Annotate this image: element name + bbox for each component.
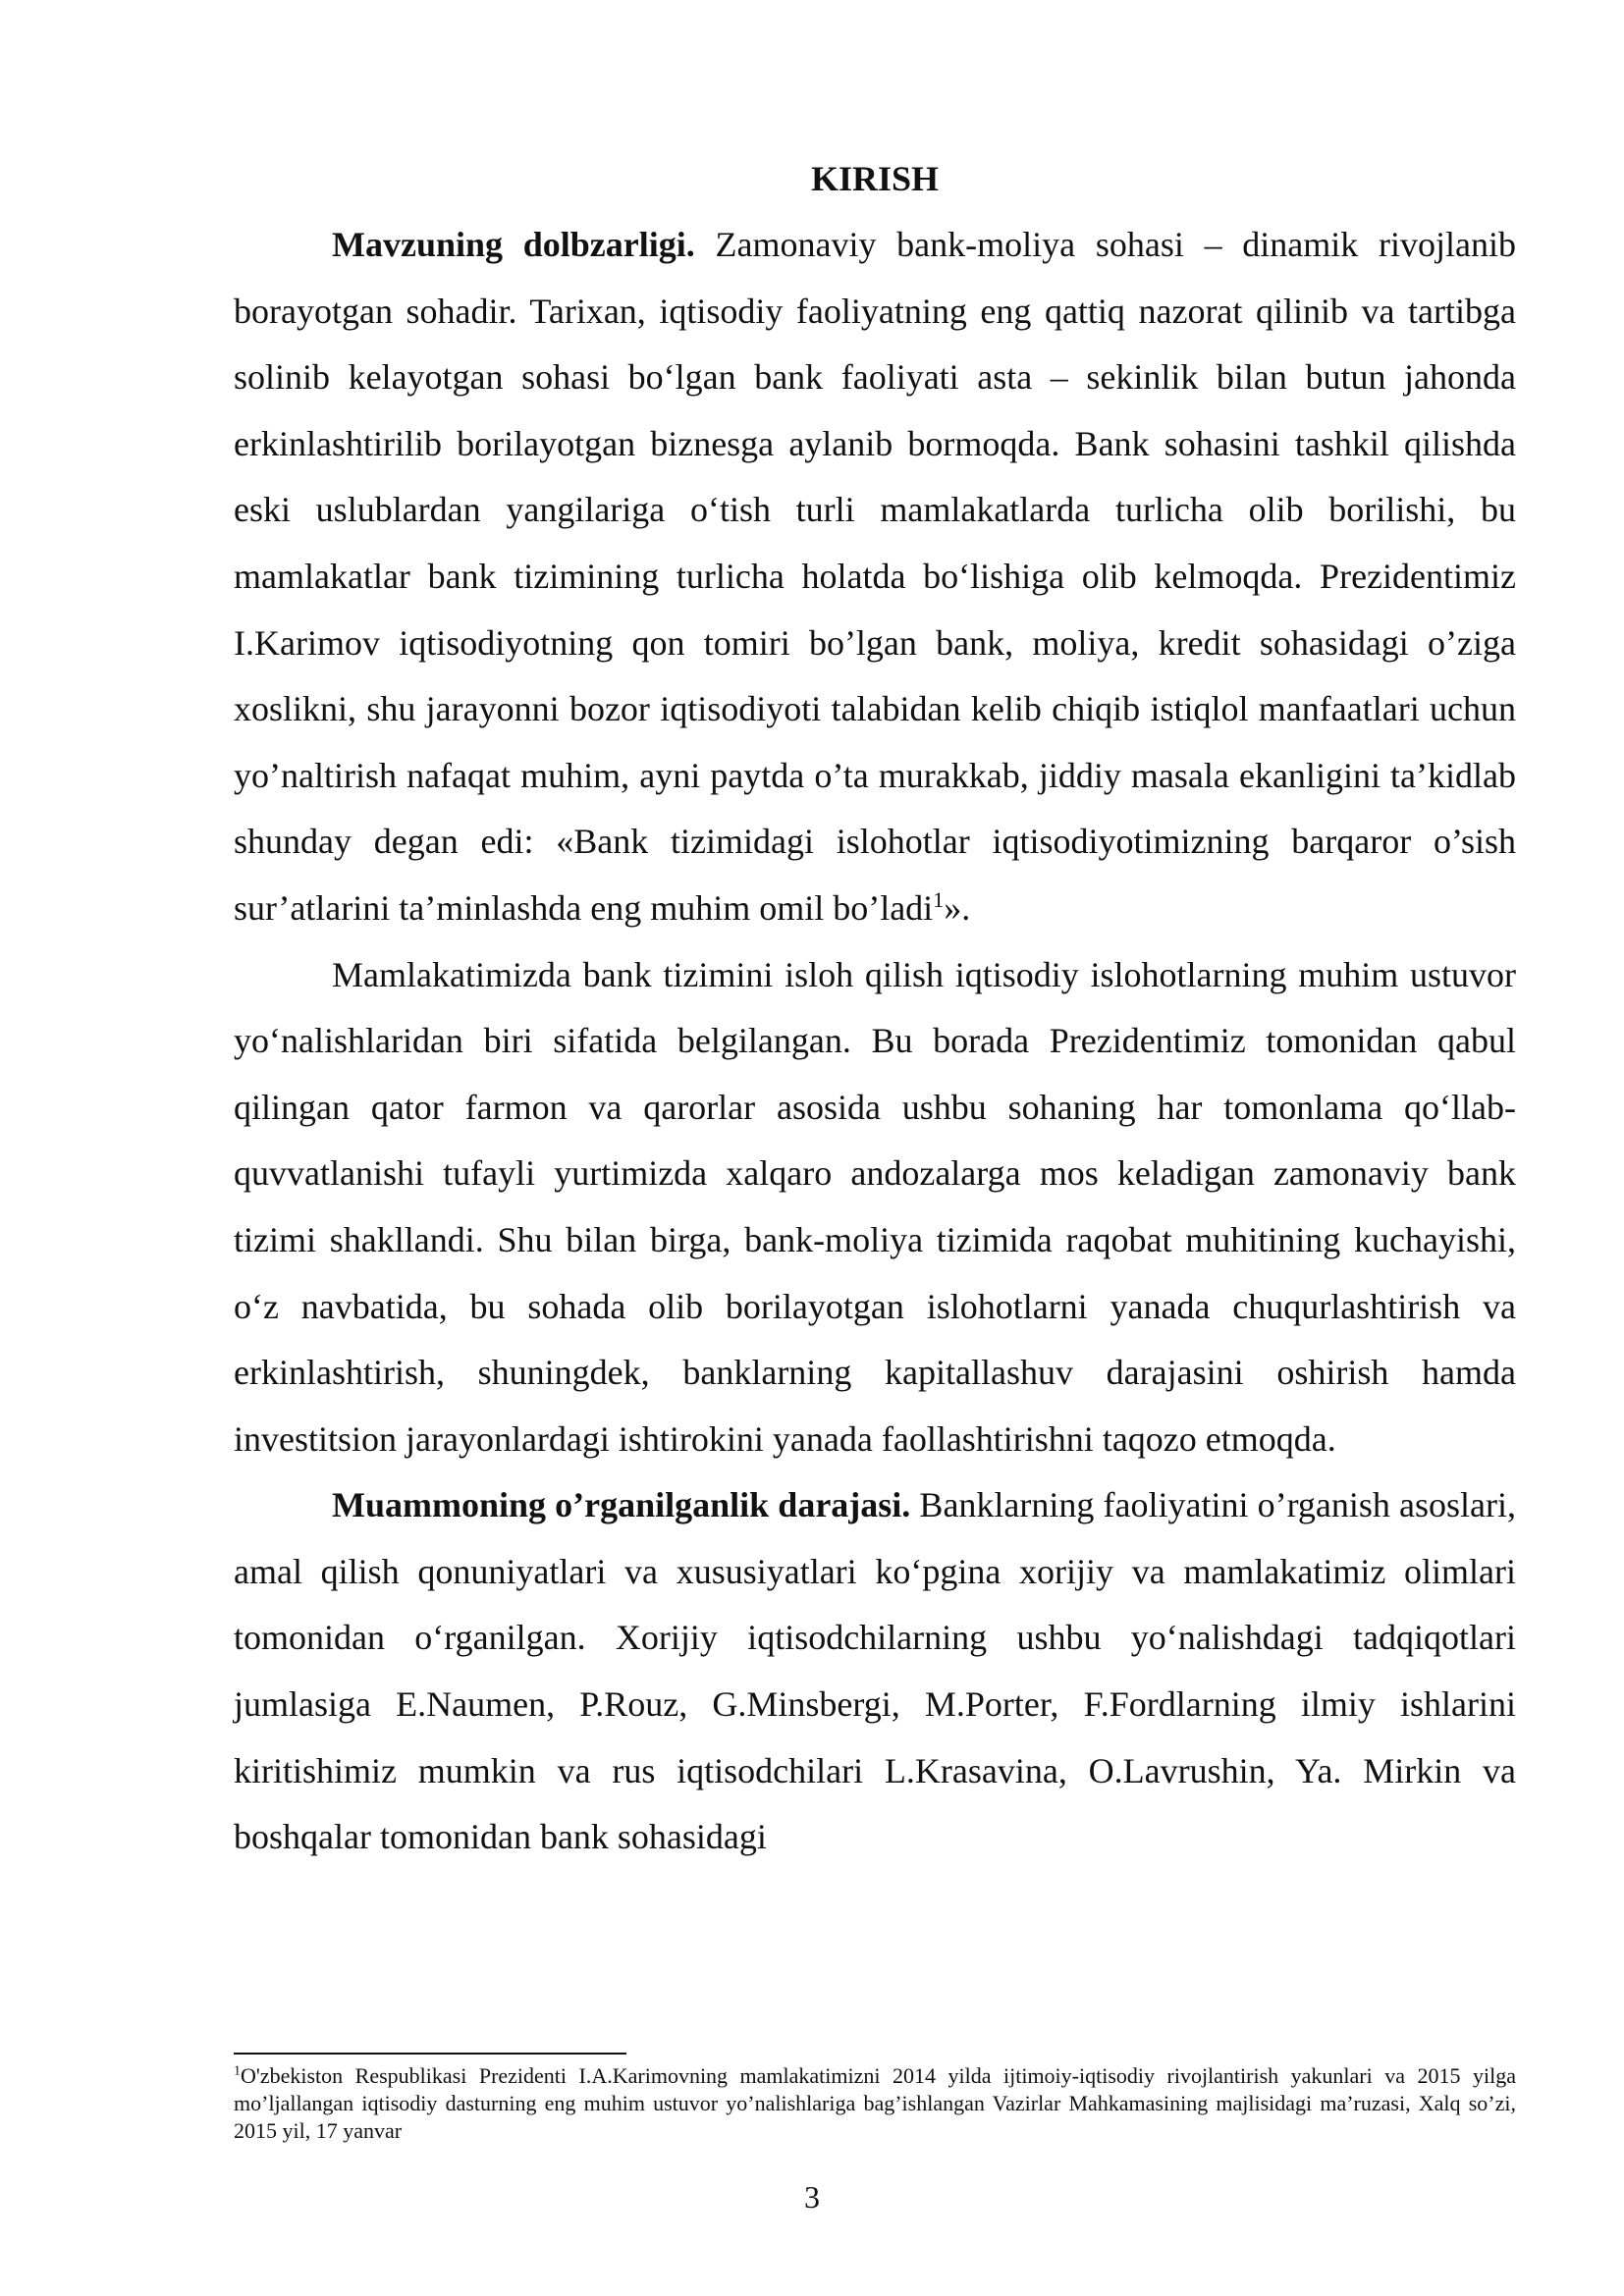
section-heading: KIRISH — [810, 159, 940, 198]
paragraph-text: Zamonaviy bank-moliya sohasi – dinamik rivojlanib borayotgan sohadir. Tarixan, iqtisodiy faoliyatning eng qattiq nazorat qilinib va tartibga solinib kelayotgan sohasi bo‘lgan bank faoliyati asta – sekinlik bilan butun jahonda erkinlashtirilib borilayotgan biznesga aylanib bormoqda. Bank sohasini tashkil qilishda eski uslublardan yangilariga o‘tish turli mamlakatlarda turlicha olib borilishi, bu mamlakatlar bank tizimining turlicha holatda bo‘lishiga olib kelmoqda. Prezidentimiz I.Karimov iqtisodiyotning qon tomiri bo’lgan bank, moliya, kredit sohasidagi o’ziga xoslikni, shu jarayonni bozor iqtisodiyoti talabidan kelib chiqib istiqlol manfaatlari uchun yo’naltirish nafaqat muhim, ayni paytda o’ta murakkab, jiddiy masala ekanligini ta’kidlab shunday degan edi: «Bank tizimidagi islohotlar iqtisodiyotimizning barqaror o’sish sur’atlarini ta’minlashda eng muhim omil bo’ladi — [234, 225, 1516, 928]
footnote-text: O'zbekiston Respublikasi Prezidenti I.A.Karimovning mamlakatimizni 2014 yilda ijtimoiy-iqtisodiy rivojlantirish yakunlari va 2015 yilga mo’ljallangan iqtisodiy dasturning eng muhim ustuvor yo’nalishlariga bag’ishlangan Vazirlar Mahkamasining majlisidagi ma’ruzasi, Xalq so’zi, 2015 yil, 17 yanvar — [234, 2063, 1516, 2143]
footnote — [234, 2062, 1516, 2145]
paragraph-text: Banklarning faoliyatini o’rganish asoslari, amal qilish qonuniyatlari va xususiyatlari ko‘pgina xorijiy va mamlakatimiz olimlari tomonidan o‘rganilgan. Xorijiy iqtisodchilarning ushbu yo‘nalishdagi tadqiqotlari jumlasiga E.Naumen, P.Rouz, G.Minsbergi, M.Porter, F.Fordlarning ilmiy ishlarini kiritishimiz mumkin va rus iqtisodchilari L.Krasavina, O.Lavrushin, Ya. Mirkin va boshqalar tomonidan bank sohasidagi — [234, 1485, 1517, 1857]
paragraph-relevance — [234, 212, 1516, 942]
paragraph-bank-reform: Mamlakatimizda bank tizimini isloh qilish iqtisodiy islohotlarning muhim ustuvor yo‘nalishlaridan biri sifatida belgilangan. Bu borada Prezidentimiz tomonidan qabul qilingan qator farmon va qarorlar asosida ushbu sohaning har tomonlama qo‘llab-quvvatlanishi tufayli yurtimizda xalqaro andozalarga mos keladigan zamonaviy bank tizimi shakllandi. Shu bilan birga, bank-moliya tizimida raqobat muhitining kuchayishi, o‘z navbatida, bu sohada olib borilayotgan islohotlarni yanada chuqurlashtirish va erkinlashtirish, shuningdek, banklarning kapitallashuv darajasini oshirish hamda investitsion jarayonlardagi ishtirokini yanada faollashtirishni taqozo etmoqda. — [234, 954, 1516, 1459]
footnote-marker: 1 — [234, 2063, 241, 2079]
paragraph-lead: Mavzuning dolbzarligi. — [332, 225, 695, 264]
paragraph-research-level — [234, 1472, 1516, 1871]
paragraph-lead: Muammoning o’rganilganlik darajasi. — [332, 1485, 911, 1525]
footnote-separator — [234, 2053, 626, 2055]
footnote-reference[interactable]: 1 — [933, 886, 945, 912]
main-content — [234, 145, 1516, 1871]
page-number: 3 — [804, 2179, 820, 2215]
paragraph-tail: ». — [944, 887, 971, 928]
